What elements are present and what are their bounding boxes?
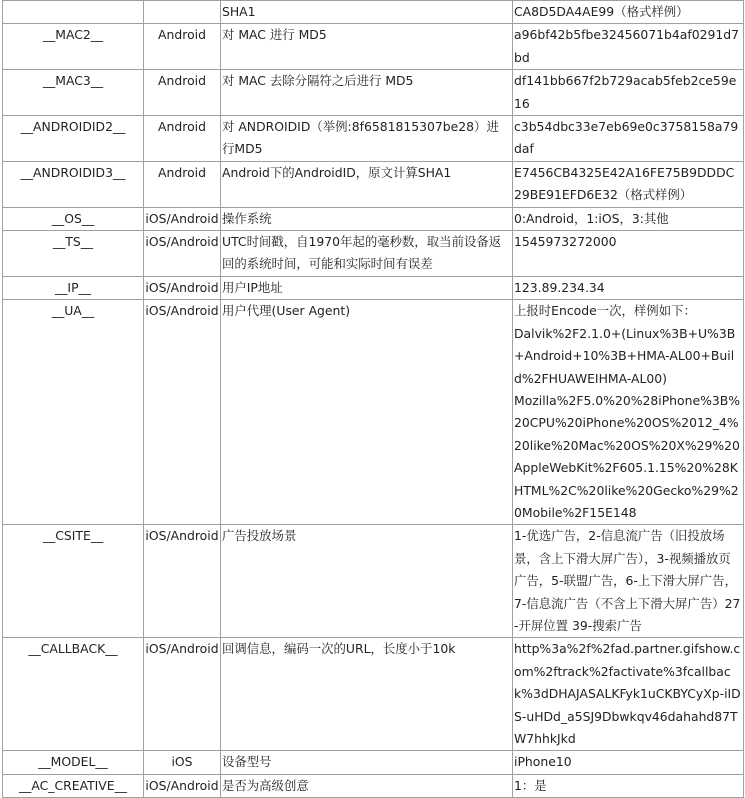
description-cell: 对 ANDROIDID（举例:8f6581815307be28）进行MD5 (221, 116, 513, 162)
platform-cell: Android (144, 70, 221, 116)
param-name-cell: __CALLBACK__ (3, 638, 144, 751)
description-cell: 操作系统 (221, 207, 513, 230)
description-cell: UTC时间戳，自1970年起的毫秒数，取当前设备返回的系统时间，可能和实际时间有误差 (221, 231, 513, 277)
description-cell: 设备型号 (221, 751, 513, 774)
platform-cell: iOS/Android (144, 525, 221, 638)
table-row (3, 161, 744, 207)
example-cell: 123.89.234.34 (513, 276, 744, 299)
platform-cell: iOS/Android (144, 207, 221, 230)
platform-cell (144, 1, 221, 24)
table-row (3, 231, 744, 277)
platform-cell: iOS (144, 751, 221, 774)
table-row (3, 70, 744, 116)
example-cell: a96bf42b5fbe32456071b4af0291d7bd (513, 24, 744, 70)
example-cell: c3b54dbc33e7eb69e0c3758158a79daf (513, 116, 744, 162)
table-row (3, 525, 744, 638)
param-name-cell: __MAC3__ (3, 70, 144, 116)
description-cell: 对 MAC 去除分隔符之后进行 MD5 (221, 70, 513, 116)
param-name-cell (3, 1, 144, 24)
platform-cell: iOS/Android (144, 276, 221, 299)
example-cell: df141bb667f2b729acab5feb2ce59e16 (513, 70, 744, 116)
example-cell: 1545973272000 (513, 231, 744, 277)
description-cell: 用户IP地址 (221, 276, 513, 299)
param-name-cell: __ANDROIDID2__ (3, 116, 144, 162)
table-body (3, 1, 744, 798)
description-cell: Android下的AndroidID，原文计算SHA1 (221, 161, 513, 207)
example-cell: 1：是 (513, 774, 744, 797)
table-row (3, 300, 744, 525)
table-row (3, 116, 744, 162)
description-cell: SHA1 (221, 1, 513, 24)
platform-cell: Android (144, 161, 221, 207)
example-cell: 上报时Encode一次，样例如下： Dalvik%2F2.1.0+(Linux%3B+U%3B+Android+10%3B+HMA-AL00+Build%2FHUAWEIHMA-AL00) Mozilla%2F5.0%20%28iPhone%3B%20CPU%20iPhone%20OS%2012_4%20like%20Mac%20OS%20X%29%20AppleWebKit%2F605.1.15%20%28KHTML%2C%20like%20Gecko%29%20Mobile%2F15E148 (513, 300, 744, 525)
platform-cell: Android (144, 24, 221, 70)
param-name-cell: __UA__ (3, 300, 144, 525)
example-cell: 1-优选广告，2-信息流广告（旧投放场景，含上下滑大屏广告），3-视频播放页广告，5-联盟广告，6-上下滑大屏广告，7-信息流广告（不含上下滑大屏广告）27-开屏位置 39-搜索广告 (513, 525, 744, 638)
platform-cell: Android (144, 116, 221, 162)
description-cell: 用户代理(User Agent) (221, 300, 513, 525)
platform-cell: iOS/Android (144, 231, 221, 277)
param-name-cell: __MAC2__ (3, 24, 144, 70)
param-name-cell: __IP__ (3, 276, 144, 299)
example-cell: 0:Android，1:iOS，3:其他 (513, 207, 744, 230)
table-row (3, 751, 744, 774)
platform-cell: iOS/Android (144, 774, 221, 797)
param-name-cell: __OS__ (3, 207, 144, 230)
parameter-table (2, 0, 744, 798)
param-name-cell: __TS__ (3, 231, 144, 277)
platform-cell: iOS/Android (144, 300, 221, 525)
description-cell: 对 MAC 进行 MD5 (221, 24, 513, 70)
example-cell: iPhone10 (513, 751, 744, 774)
table-row (3, 276, 744, 299)
table-row (3, 774, 744, 797)
table-row (3, 24, 744, 70)
param-name-cell: __AC_CREATIVE__ (3, 774, 144, 797)
table-row (3, 638, 744, 751)
platform-cell: iOS/Android (144, 638, 221, 751)
description-cell: 是否为高级创意 (221, 774, 513, 797)
example-cell: CA8D5DA4AE99（格式样例） (513, 1, 744, 24)
param-name-cell: __MODEL__ (3, 751, 144, 774)
table-row (3, 1, 744, 24)
description-cell: 广告投放场景 (221, 525, 513, 638)
example-cell: http%3a%2f%2fad.partner.gifshow.com%2ftrack%2factivate%3fcallback%3dDHAJASALKFyk1uCKBYCyXp-iIDS-uHDd_a5SJ9Dbwkqv46dahahd87TW7hhkJkd (513, 638, 744, 751)
param-name-cell: __CSITE__ (3, 525, 144, 638)
example-cell: E7456CB4325E42A16FE75B9DDDC29BE91EFD6E32（格式样例） (513, 161, 744, 207)
param-name-cell: __ANDROIDID3__ (3, 161, 144, 207)
table-row (3, 207, 744, 230)
description-cell: 回调信息，编码一次的URL，长度小于10k (221, 638, 513, 751)
